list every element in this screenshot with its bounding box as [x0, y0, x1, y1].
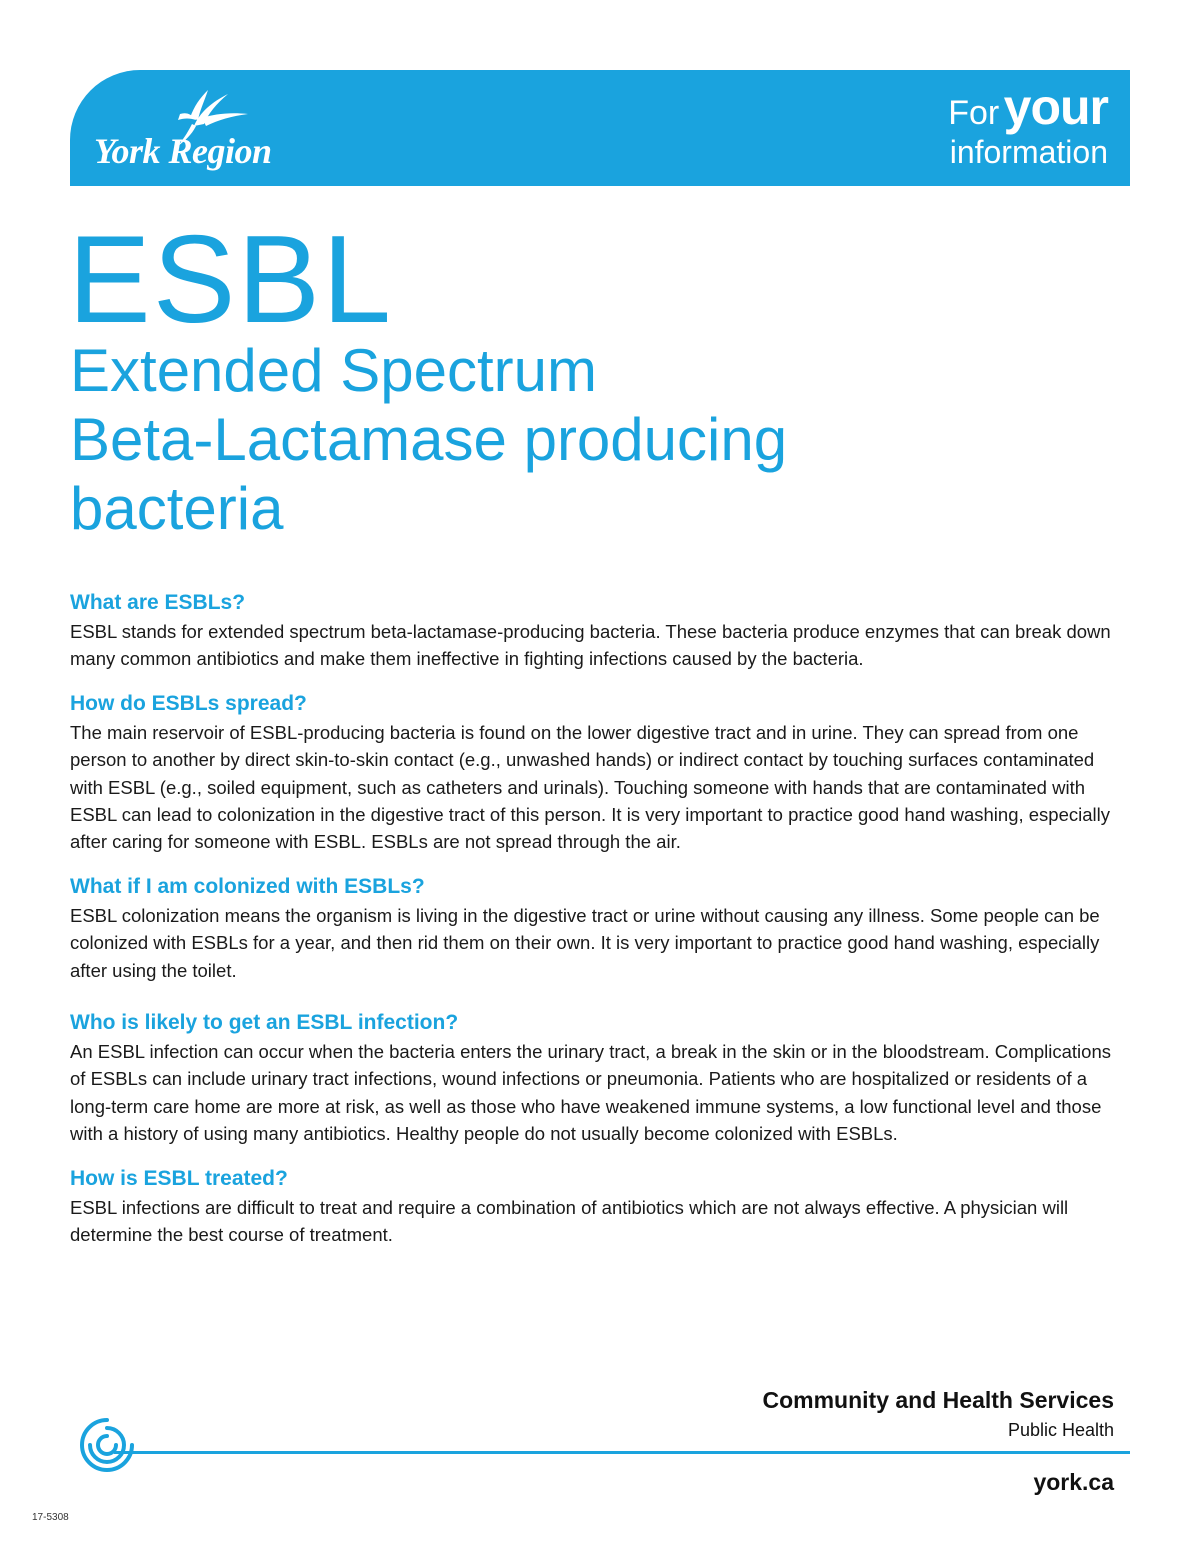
section-treatment [70, 1164, 1130, 1249]
fyi-for: For [948, 94, 1000, 132]
section-heading: What are ESBLs? [70, 591, 246, 614]
swirl-logo-icon [76, 1414, 138, 1476]
department-name: Community and Health Services [762, 1387, 1114, 1413]
logo-wordmark: York Region [94, 131, 272, 171]
section-who-is-likely [70, 1008, 1130, 1148]
section-body: ESBL colonization means the organism is living in the digestive tract or urine without causing any illness. Some people can be colonized with ESBLs for a year, and then rid them on their own. It is very important to practice good hand washing, especially after using the toilet. [70, 904, 1100, 981]
subtitle-line-2: Beta-Lactamase producing [70, 406, 788, 473]
subtitle-line-3: bacteria [70, 475, 284, 542]
section-colonized [70, 872, 1130, 984]
document-code: 17-5308 [32, 1512, 69, 1523]
page-title: ESBL [68, 211, 394, 349]
subtitle-line-1: Extended Spectrum [70, 337, 597, 404]
header-banner [70, 70, 1130, 186]
section-body: ESBL stands for extended spectrum beta-lactamase-producing bacteria. These bacteria produce enzymes that can break down many common antibiotics and make them ineffective in fighting infections caused by the bacteria. [70, 621, 1111, 670]
section-heading: What if I am colonized with ESBLs? [70, 874, 425, 898]
section-heading: How do ESBLs spread? [70, 691, 307, 715]
fyi-information: information [949, 134, 1108, 170]
website-link[interactable]: york.ca [1033, 1469, 1114, 1495]
section-how-do-esbls-spread [70, 689, 1130, 856]
fyi-your: your [1003, 79, 1108, 135]
section-body: An ESBL infection can occur when the bacteria enters the urinary tract, a break in the skin or in the bloodstream. Complications of ESBLs can include urinary tract infections, wound infections or pneumonia. Patients who are hospitalized or residents of a long-term care home are more at risk, as well as those who have weakened immune systems, a low functional level and those with a history of using many antibiotics. Healthy people do not usually become colonized with ESBLs. [70, 1041, 1111, 1145]
page-subtitle [70, 336, 787, 543]
section-heading: How is ESBL treated? [70, 1166, 288, 1190]
section-what-are-esbls [70, 588, 1130, 673]
york-region-logo [94, 84, 344, 174]
for-your-information [948, 79, 1108, 170]
division-name: Public Health [1007, 1420, 1114, 1440]
section-body: ESBL infections are difficult to treat and require a combination of antibiotics which are not always effective. A physician will determine the best course of treatment. [70, 1196, 1069, 1246]
section-body: The main reservoir of ESBL-producing bacteria is found on the lower digestive tract and in urine. They can spread from one person to another by direct skin-to-skin contact (e.g., unwashed hands) or indirect contact by touching surfaces contaminated with ESBL (e.g., soiled equipment, such as catheters and urinals). Touching someone with hands that are contaminated with ESBL can lead to colonization in the digestive tract of this person. It is very important to practice good hand washing, especially after caring for someone with ESBL. ESBLs are not spread through the air. [70, 721, 1111, 853]
section-heading: Who is likely to get an ESBL infection? [70, 1011, 459, 1035]
content [70, 588, 1130, 1265]
footer-divider [114, 1451, 1130, 1454]
